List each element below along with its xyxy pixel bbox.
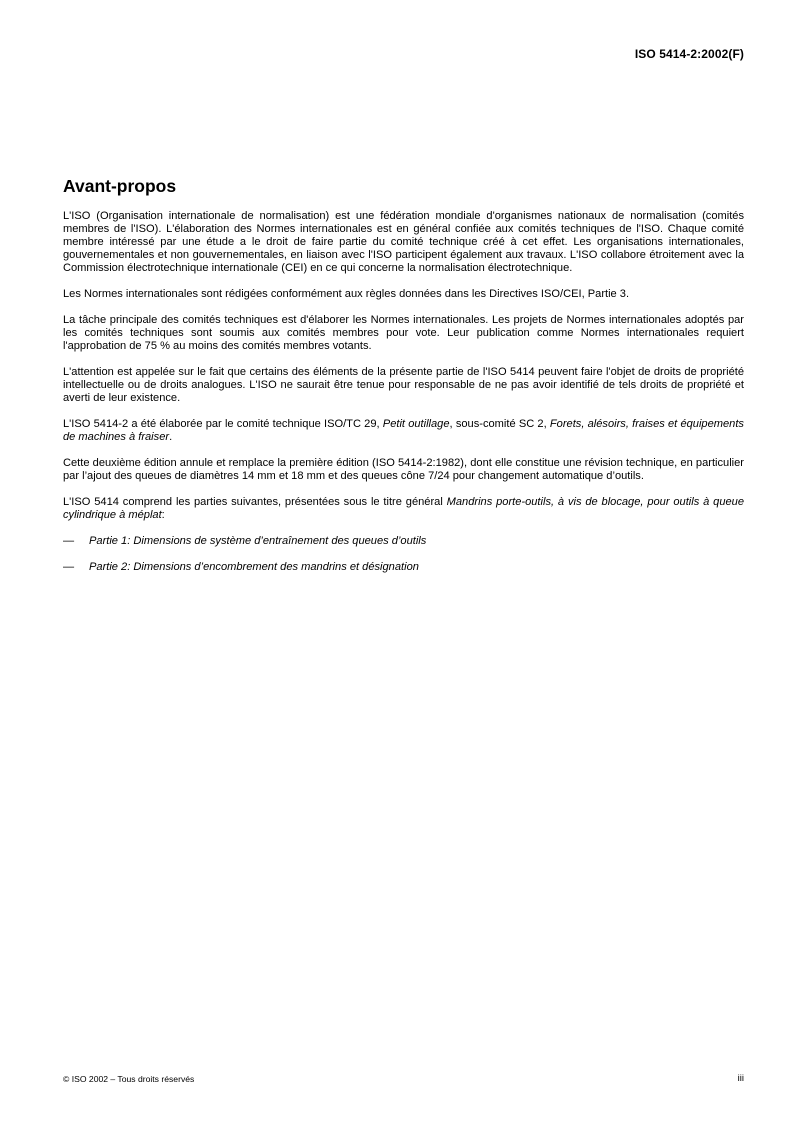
preparation-text-3: . (169, 431, 173, 443)
paragraph-iso-intro: L'ISO (Organisation internationale de normalisation) est une fédération mondiale d'organismes nationaux de normalisation (comités membres de l'ISO). L'élaboration des Normes internationales est en général confiée aux comités techniques de l'ISO. Chaque comité membre intéressé par une étude a le droit de faire partie du comité technique créé à cet effet. Les organisations internationales, gouvernementales et non gouvernementales, en liaison avec l'ISO participent également aux travaux. L'ISO collabore étroitement avec la Commission électrotechnique internationale (CEI) en ce qui concerne la normalisation électrotechnique. (63, 210, 744, 274)
list-dash: — (63, 561, 75, 573)
footer-page-number: iii (737, 1073, 744, 1084)
paragraph-directives: Les Normes internationales sont rédigées conformément aux règles données dans les Directives ISO/CEI, Partie 3. (63, 288, 630, 300)
list-item-text: Partie 1: Dimensions de système d’entraînement des queues d’outils (89, 535, 427, 547)
parts-text-2: : (161, 509, 165, 521)
list-item (63, 535, 744, 548)
footer-copyright: © ISO 2002 – Tous droits réservés (63, 1074, 195, 1084)
paragraph-technical-committees: La tâche principale des comités techniques est d'élaborer les Normes internationales. Les projets de Normes internationales adoptés par les comités techniques sont soumis aux comités membres pour vote. Leur publication comme Normes internationales requiert l'approbation de 75 % au moins des comités membres votants. (63, 314, 744, 352)
list-item (63, 561, 744, 574)
preparation-text-2: , sous-comité SC 2, (449, 418, 550, 430)
committee-title: Petit outillage (382, 418, 450, 430)
subcommittee-title: Forets, alésoirs, fraises et équipements de machines à fraiser (63, 418, 744, 443)
document-reference: ISO 5414-2:2002(F) (634, 47, 744, 61)
list-dash: — (63, 535, 75, 547)
paragraph-parts (63, 496, 744, 522)
preparation-text-1: L'ISO 5414-2 a été élaborée par le comité technique ISO/TC 29, (63, 418, 383, 430)
paragraph-patent-rights: L'attention est appelée sur le fait que certains des éléments de la présente partie de l'ISO 5414 peuvent faire l'objet de droits de propriété intellectuelle ou de droits analogues. L'ISO ne saurait être tenue pour responsable de ne pas avoir identifié de tels droits de propriété et averti de leur existence. (63, 366, 744, 404)
main-content (63, 175, 744, 587)
paragraph-preparation (63, 418, 744, 444)
paragraph-edition: Cette deuxième édition annule et remplace la première édition (ISO 5414-2:1982), dont elle constitue une révision technique, en particulier par l’ajout des queues de diamètres 14 mm et 18 mm et des queues cône 7/24 pour changement automatique d’outils. (63, 457, 744, 482)
list-item-text: Partie 2: Dimensions d’encombrement des mandrins et désignation (89, 561, 419, 573)
general-title: Mandrins porte-outils, à vis de blocage, pour outils à queue cylindrique à méplat (63, 496, 744, 521)
parts-text-1: L'ISO 5414 comprend les parties suivantes, présentées sous le titre général (63, 496, 447, 508)
page-title: Avant-propos (63, 176, 177, 196)
